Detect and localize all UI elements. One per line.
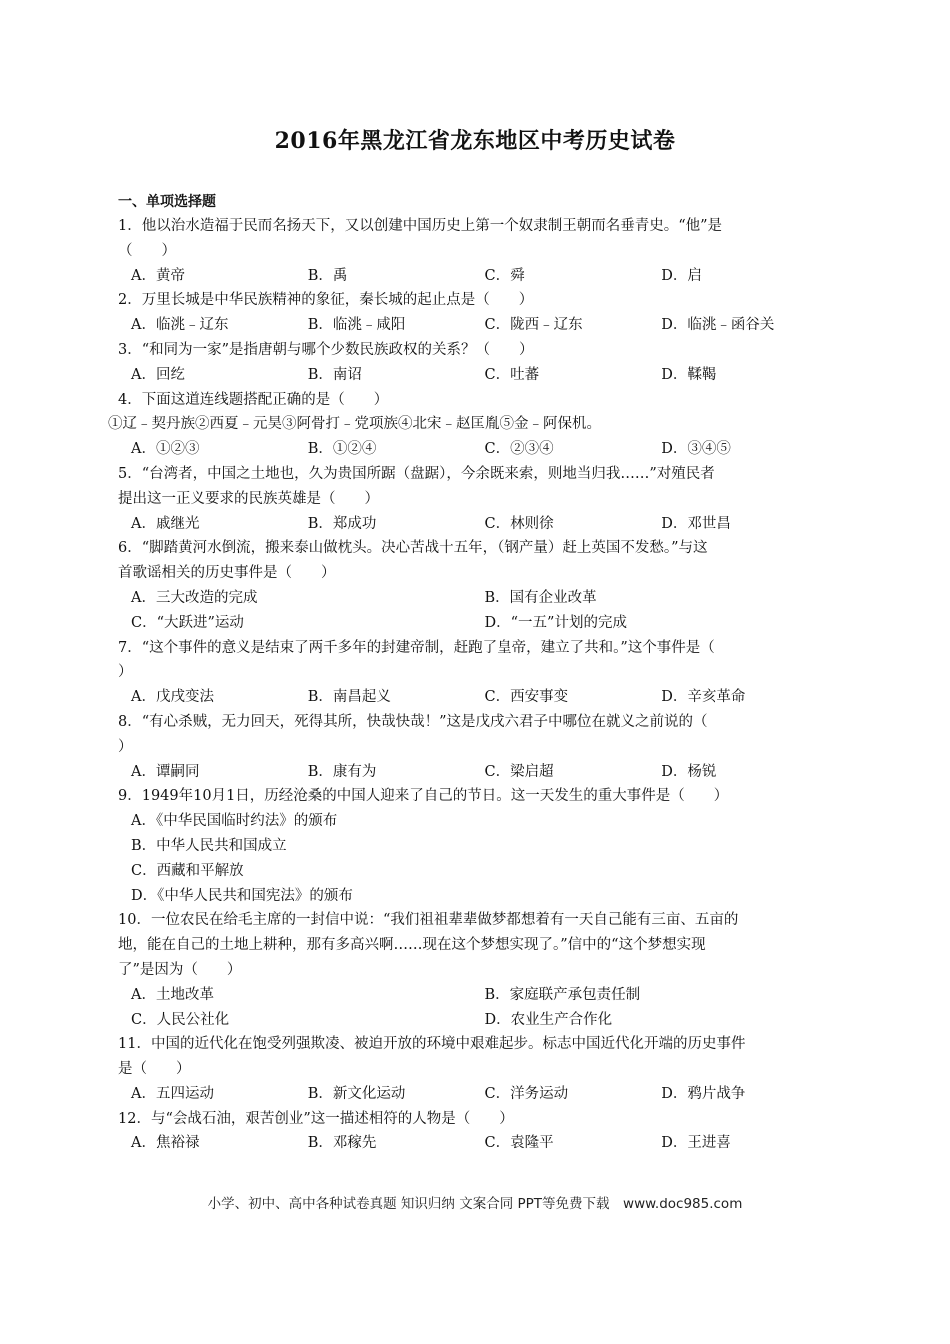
question-6-options xyxy=(118,611,838,636)
question-5-text: 5．“台湾者，中国之土地也，久为贵国所踞（盘踞），今余既来索，则地当归我……”对殖民者 xyxy=(118,465,715,482)
option-a: A．谭嗣同 xyxy=(131,763,200,780)
question-9-option-d xyxy=(118,884,838,909)
option-c: C．②③④ xyxy=(484,441,554,458)
option-b: B．家庭联产承包责任制 xyxy=(484,986,641,1003)
option-c: C．林则徐 xyxy=(484,515,554,532)
option-c: C．梁启超 xyxy=(484,763,554,780)
option-a: A．五四运动 xyxy=(131,1085,214,1102)
option-d: D．邓世昌 xyxy=(661,515,731,532)
option-d: D．杨锐 xyxy=(661,763,717,780)
question-8-options xyxy=(118,760,838,785)
page-footer: 小学、初中、高中各种试卷真题 知识归纳 文案合同 PPT等免费下载 www.doc985.com xyxy=(207,1196,743,1212)
option-c: C．袁隆平 xyxy=(484,1135,554,1152)
option-b: B．临洮﹣咸阳 xyxy=(307,317,406,334)
option-c: C．吐蕃 xyxy=(484,366,540,383)
option-d: D．王进喜 xyxy=(661,1135,731,1152)
exam-content xyxy=(108,190,838,1156)
question-9-option-b xyxy=(118,834,838,859)
question-9-option-a xyxy=(118,809,838,834)
question-4-options xyxy=(118,437,838,462)
option-a: A．黄帝 xyxy=(131,267,185,284)
option-a: A．戚继光 xyxy=(131,515,200,532)
option-a: A．《中华民国临时约法》的颁布 xyxy=(131,813,338,830)
question-7-text: 7．“这个事件的意义是结束了两千多年的封建帝制，赶跑了皇帝，建立了共和。”这个事件是（ xyxy=(118,639,715,656)
option-c: C．陇西﹣辽东 xyxy=(484,317,583,334)
question-9-text: 9．1949年10月1日，历经沧桑的中国人迎来了自己的节日。这一天发生的重大事件是（ ） xyxy=(118,788,729,805)
option-d: D．辛亥革命 xyxy=(661,689,746,706)
question-2-options xyxy=(118,313,838,338)
question-5-text: 提出这一正义要求的民族英雄是（ ） xyxy=(118,490,379,507)
option-c: C．西藏和平解放 xyxy=(131,862,244,879)
option-d: D．临洮﹣函谷关 xyxy=(661,317,775,334)
option-d: D．鸦片战争 xyxy=(661,1085,746,1102)
option-b: B．康有为 xyxy=(307,763,377,780)
option-d: D．③④⑤ xyxy=(661,441,731,458)
question-1-text: （ ） xyxy=(118,242,176,259)
question-11-options xyxy=(118,1082,838,1107)
option-a: A．临洮﹣辽东 xyxy=(131,317,229,334)
option-c: C．“大跃进”运动 xyxy=(131,614,244,631)
option-a: A．焦裕禄 xyxy=(131,1135,200,1152)
option-d: D．《中华人民共和国宪法》的颁布 xyxy=(131,887,353,904)
question-12-options xyxy=(118,1131,838,1156)
question-6-text: 6．“脚踏黄河水倒流，搬来泰山做枕头。决心苦战十五年，（钢产量）赶上英国不发愁。”与这 xyxy=(118,540,708,557)
option-d: D．“一五”计划的完成 xyxy=(484,614,627,631)
question-10-text: 了”是因为（ ） xyxy=(118,961,242,978)
question-11-text: 11．中国的近代化在饱受列强欺凌、被迫开放的环境中艰难起步。标志中国近代化开端的历史事件 xyxy=(118,1036,746,1053)
question-10-options xyxy=(118,983,838,1008)
section-heading: 一、单项选择题 xyxy=(118,194,216,210)
option-b: B．禹 xyxy=(307,267,348,284)
option-b: B．郑成功 xyxy=(307,515,377,532)
option-c: C．舜 xyxy=(484,267,525,284)
question-1-text: 1．他以治水造福于民而名扬天下，又以创建中国历史上第一个奴隶制王朝而名垂青史。“他”是 xyxy=(118,218,723,234)
option-a: A．土地改革 xyxy=(131,986,214,1003)
question-3-text: 3．“和同为一家”是指唐朝与哪个少数民族政权的关系？（ ） xyxy=(118,341,534,358)
option-a: A．①②③ xyxy=(131,441,200,458)
option-d: D．农业生产合作化 xyxy=(484,1011,613,1028)
question-1-options xyxy=(118,264,838,289)
option-b: B．南诏 xyxy=(307,366,362,383)
option-c: C．人民公社化 xyxy=(131,1011,230,1028)
option-a: A．戊戌变法 xyxy=(131,689,214,706)
question-11-text: 是（ ） xyxy=(118,1061,191,1078)
option-c: C．洋务运动 xyxy=(484,1085,569,1102)
question-6-options xyxy=(118,586,838,611)
option-b: B．①②④ xyxy=(307,441,377,458)
option-b: B．邓稼先 xyxy=(307,1135,377,1152)
question-8-text: 8．“有心杀贼，无力回天，死得其所，快哉快哉！”这是戊戌六君子中哪位在就义之前说的（ xyxy=(118,713,708,730)
question-9-option-c xyxy=(118,859,838,884)
option-a: A．回纥 xyxy=(131,366,185,383)
option-d: D．鞣鞨 xyxy=(661,366,717,383)
question-6-text: 首歌谣相关的历史事件是（ ） xyxy=(118,565,336,582)
option-b: B．南昌起义 xyxy=(307,689,391,706)
question-7-options xyxy=(118,685,838,710)
question-4-text: 4．下面这道连线题搭配正确的是（ ） xyxy=(118,391,389,408)
question-3-options xyxy=(118,363,838,388)
question-12-text: 12．与“会战石油，艰苦创业”这一描述相符的人物是（ ） xyxy=(118,1110,514,1127)
question-10-options xyxy=(118,1008,838,1033)
question-10-text: 10．一位农民在给毛主席的一封信中说：“我们祖祖辈辈做梦都想着有一天自己能有三亩、五亩的 xyxy=(118,912,739,929)
question-7-text: ） xyxy=(118,664,133,681)
option-c: C．西安事变 xyxy=(484,689,569,706)
option-b: B．新文化运动 xyxy=(307,1085,406,1102)
question-8-text: ） xyxy=(118,738,133,755)
question-5-options xyxy=(118,512,838,537)
option-a: A．三大改造的完成 xyxy=(131,589,258,606)
option-d: D．启 xyxy=(661,267,702,284)
question-2-text: 2．万里长城是中华民族精神的象征，秦长城的起止点是（ ） xyxy=(118,292,534,309)
option-b: B．国有企业改革 xyxy=(484,589,597,606)
page-title: 2016年黑龙江省龙东地区中考历史试卷 xyxy=(274,128,676,154)
option-b: B．中华人民共和国成立 xyxy=(131,837,287,854)
question-4-text: ①辽﹣契丹族②西夏﹣元昊③阿骨打﹣党项族④北宋﹣赵匡胤⑤金﹣阿保机。 xyxy=(108,416,601,433)
question-10-text: 地，能在自己的土地上耕种，那有多高兴啊……现在这个梦想实现了。”信中的“这个梦想实现 xyxy=(118,937,706,954)
